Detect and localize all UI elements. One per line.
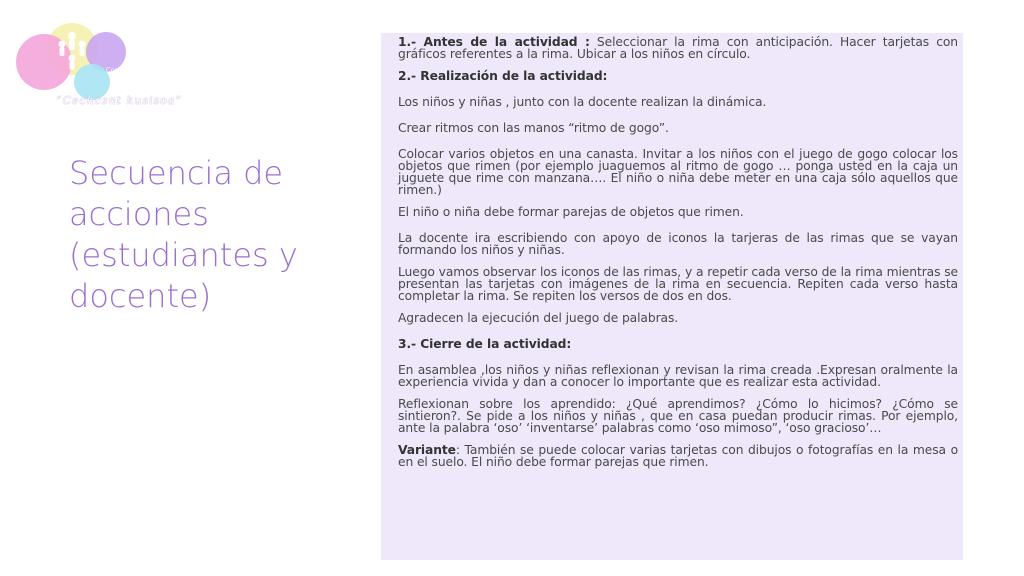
paragraph-rhythms: Crear ritmos con las manos “ritmo de gogo”. xyxy=(398,121,669,135)
text-before-activity: Seleccionar la rima con anticipación. Hacer tarjetas con gráficos referentes a la rima. Ubicar a los niños en círculo. xyxy=(398,35,958,61)
paragraph-icons: Luego vamos observar los iconos de las rimas, y a repetir cada verso de la rima mientras se presentan las tarjetas con imágenes de la rima en secuencia. Repiten cada verso hasta completar la rima. Se repiten los versos de dos en dos. xyxy=(398,265,958,303)
logo-circles-graphic xyxy=(14,22,184,104)
paragraph-reflection: Reflexionan sobre los aprendido: ¿Qué aprendimos? ¿Cómo lo hicimos? ¿Cómo se sintieron?. Se pide a los niños y niñas , que en casa puedan producir rimas. Por ejemplo, ante la palabra ‘oso’ ‘inventarse’ palabras como ‘oso mimoso”, ‘oso gracioso’… xyxy=(398,397,958,435)
paragraph-before-activity xyxy=(398,36,958,60)
school-logo xyxy=(14,22,184,107)
heading-variant: Variante xyxy=(398,443,456,457)
slide-title: Secuencia de acciones (estudiantes y docente) xyxy=(69,154,298,315)
paragraph-pairs: El niño o niña debe formar parejas de objetos que rimen. xyxy=(398,205,744,219)
paragraph-dynamic: Los niños y niñas , junto con la docente realizan la dinámica. xyxy=(398,95,767,109)
paragraph-teacher-writes: La docente ira escribiendo con apoyo de iconos la tarjeras de las rimas que se vayan formando los niños y niñas. xyxy=(398,231,958,257)
paragraph-thanks: Agradecen la ejecución del juego de palabras. xyxy=(398,311,679,325)
heading-before-activity: 1.- Antes de la actividad : xyxy=(398,35,590,49)
heading-closing: 3.- Cierre de la actividad: xyxy=(398,337,572,351)
content-text xyxy=(398,36,958,478)
heading-activity: 2.- Realización de la actividad: xyxy=(398,69,608,83)
paragraph-assembly: En asamblea ,los niños y niñas reflexionan y revisan la rima creada .Expresan oralmente la experiencia vivida y dan a conocer lo importante que es realizar esta actividad. xyxy=(398,363,958,389)
paragraph-objects: Colocar varios objetos en una canasta. Invitar a los niños con el juego de gogo colocar los objetos que rimen (por ejemplo juaguemos al ritmo de gogo … ponga usted en la caja un juguete que rime con manzana…. El niño o niña debe meter en una caja sólo aquellos que rimen.) xyxy=(398,147,958,197)
logo-text-top: Comunidad Educativa xyxy=(106,67,177,74)
text-variant: : También se puede colocar varias tarjetas con dibujos o fotografías en la mesa o en el suelo. El niño debe formar parejas que rimen. xyxy=(398,443,958,469)
logo-text-bottom: “Cechcsnt kusisoa” xyxy=(56,94,182,107)
paragraph-variant xyxy=(398,444,958,468)
